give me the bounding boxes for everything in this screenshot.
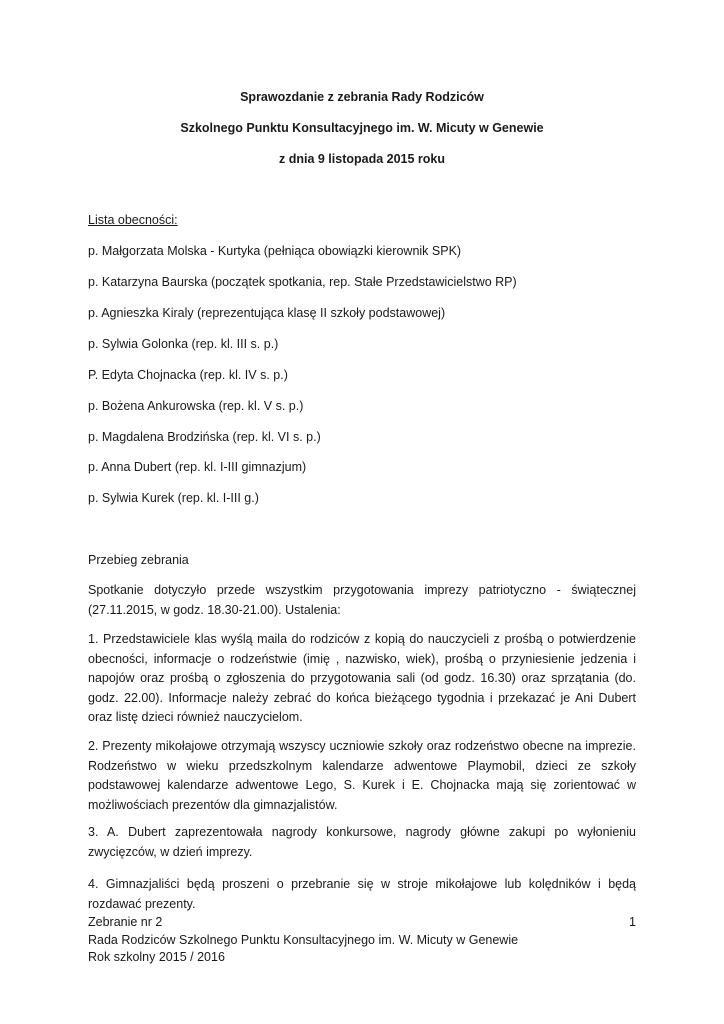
- attendance-item: P. Edyta Chojnacka (rep. kl. IV s. p.): [88, 368, 288, 382]
- meeting-point-4: 4. Gimnazjaliści będą proszeni o przebranie się w stroje mikołajowe lub kolędników i będą rozdawać prezenty.: [88, 877, 636, 911]
- attendance-item: p. Sylwia Golonka (rep. kl. III s. p.): [88, 337, 279, 351]
- attendance-item: p. Anna Dubert (rep. kl. I-III gimnazjum): [88, 460, 307, 474]
- meeting-point-3: 3. A. Dubert zaprezentowała nagrody konkursowe, nagrody główne zakupi po wyłonieniu zwycięzców, w dzień imprezy.: [88, 825, 636, 859]
- attendance-item: p. Magdalena Brodzińska (rep. kl. VI s. p.): [88, 430, 321, 444]
- attendance-item: p. Sylwia Kurek (rep. kl. I-III g.): [88, 491, 259, 505]
- meeting-point-2: 2. Prezenty mikołajowe otrzymają wszyscy uczniowie szkoły oraz rodzeństwo obecne na imprezie. Rodzeństwo w wieku przedszkolnym kalendarze adwentowe Playmobil, dzieci ze szkoły podstawowej kalendarze adwentowe Lego, S. Kurek i E. Chojnacka mają się zorientować w możliwościach prezentów dla gimnazjalistów.: [88, 739, 636, 812]
- attendance-item: p. Katarzyna Baurska (początek spotkania, rep. Stałe Przedstawicielstwo RP): [88, 275, 517, 289]
- page-number: 1: [629, 915, 636, 929]
- footer-meeting-number: Zebranie nr 2: [88, 915, 163, 929]
- document-title: Sprawozdanie z zebrania Rady Rodziców: [240, 90, 484, 104]
- footer-organization: Rada Rodziców Szkolnego Punktu Konsultacyjnego im. W. Micuty w Genewie: [88, 933, 519, 947]
- attendance-heading: Lista obecności:: [88, 213, 178, 227]
- document-date: z dnia 9 listopada 2015 roku: [278, 152, 446, 166]
- attendance-item: p. Agnieszka Kiraly (reprezentująca klasę II szkoły podstawowej): [88, 306, 446, 320]
- attendance-item: p. Małgorzata Molska - Kurtyka (pełniąca obowiązki kierownik SPK): [88, 244, 462, 258]
- footer-school-year: Rok szkolny 2015 / 2016: [88, 950, 225, 964]
- attendance-item: p. Bożena Ankurowska (rep. kl. V s. p.): [88, 399, 304, 413]
- meeting-intro: Spotkanie dotyczyło przede wszystkim przygotowania imprezy patriotyczno - świątecznej (27.11.2015, w godz. 18.30-21.00). Ustalenia:: [88, 583, 636, 617]
- meeting-heading: Przebieg zebrania: [88, 553, 189, 567]
- meeting-point-1: 1. Przedstawiciele klas wyślą maila do rodziców z kopią do nauczycieli z prośbą o potwierdzenie obecności, informacje o rodzeństwie (imię , nazwisko, wiek), prośbą o przyniesienie jedzenia i napojów oraz prośbą o zgłoszenia do przygotowania sali (od godz. 16.30) oraz sprzątania (do. godz. 22.00). Informacje należy zebrać do końca bieżącego tygodnia i przekazać je Ani Dubert oraz listę dzieci również nauczycielom.: [88, 632, 636, 724]
- document-subtitle: Szkolnego Punktu Konsultacyjnego im. W. Micuty w Genewie: [180, 121, 544, 135]
